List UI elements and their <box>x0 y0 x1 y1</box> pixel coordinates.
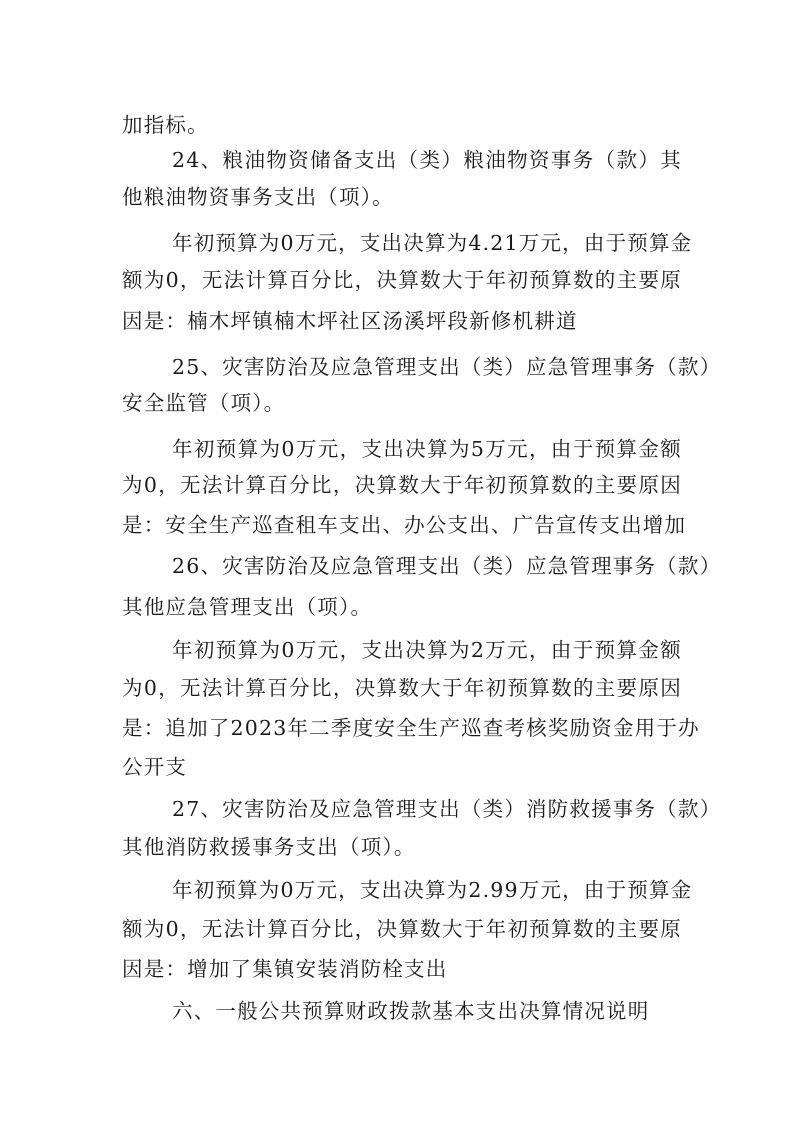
paragraph-line: 年初预算为0万元，支出决算为5万元，由于预算金额 <box>172 437 682 461</box>
paragraph-line: 额为0，无法计算百分比，决算数大于年初预算数的主要原 <box>122 917 682 941</box>
paragraph-line: 公开支 <box>122 755 188 779</box>
section-heading-24: 24、粮油物资储备支出（类）粮油物资事务（款）其 <box>172 148 682 172</box>
paragraph-line: 为0，无法计算百分比，决算数大于年初预算数的主要原因 <box>122 473 682 497</box>
paragraph-line: 因是：增加了集镇安装消防栓支出 <box>122 957 448 981</box>
paragraph-line: 安全监管（项）。 <box>122 391 286 415</box>
paragraph-line: 是：追加了2023年二季度安全生产巡查考核奖励资金用于办 <box>122 716 700 740</box>
paragraph-line: 为0，无法计算百分比，决算数大于年初预算数的主要原因 <box>122 676 682 700</box>
section-heading-25: 25、灾害防治及应急管理支出（类）应急管理事务（款） <box>172 355 722 379</box>
paragraph-line: 是：安全生产巡查租车支出、办公支出、广告宣传支出增加 <box>122 513 687 537</box>
section-heading-6: 六、一般公共预算财政拨款基本支出决算情况说明 <box>172 999 650 1023</box>
paragraph-line: 加指标。 <box>122 113 209 137</box>
section-heading-27: 27、灾害防治及应急管理支出（类）消防救援事务（款） <box>172 797 722 821</box>
paragraph-line: 年初预算为0万元，支出决算为2.99万元，由于预算金 <box>172 878 693 902</box>
paragraph-line: 因是：楠木坪镇楠木坪社区汤溪坪段新修机耕道 <box>122 309 578 333</box>
section-heading-26: 26、灾害防治及应急管理支出（类）应急管理事务（款） <box>172 554 722 578</box>
paragraph-line: 额为0，无法计算百分比，决算数大于年初预算数的主要原 <box>122 268 682 292</box>
paragraph-line: 年初预算为0万元，支出决算为4.21万元，由于预算金 <box>172 231 693 255</box>
paragraph-line: 他粮油物资事务支出（项）。 <box>122 185 394 209</box>
paragraph-line: 其他消防救援事务支出（项）。 <box>122 835 416 859</box>
paragraph-line: 年初预算为0万元，支出决算为2万元，由于预算金额 <box>172 638 682 662</box>
paragraph-line: 其他应急管理支出（项）。 <box>122 595 373 619</box>
